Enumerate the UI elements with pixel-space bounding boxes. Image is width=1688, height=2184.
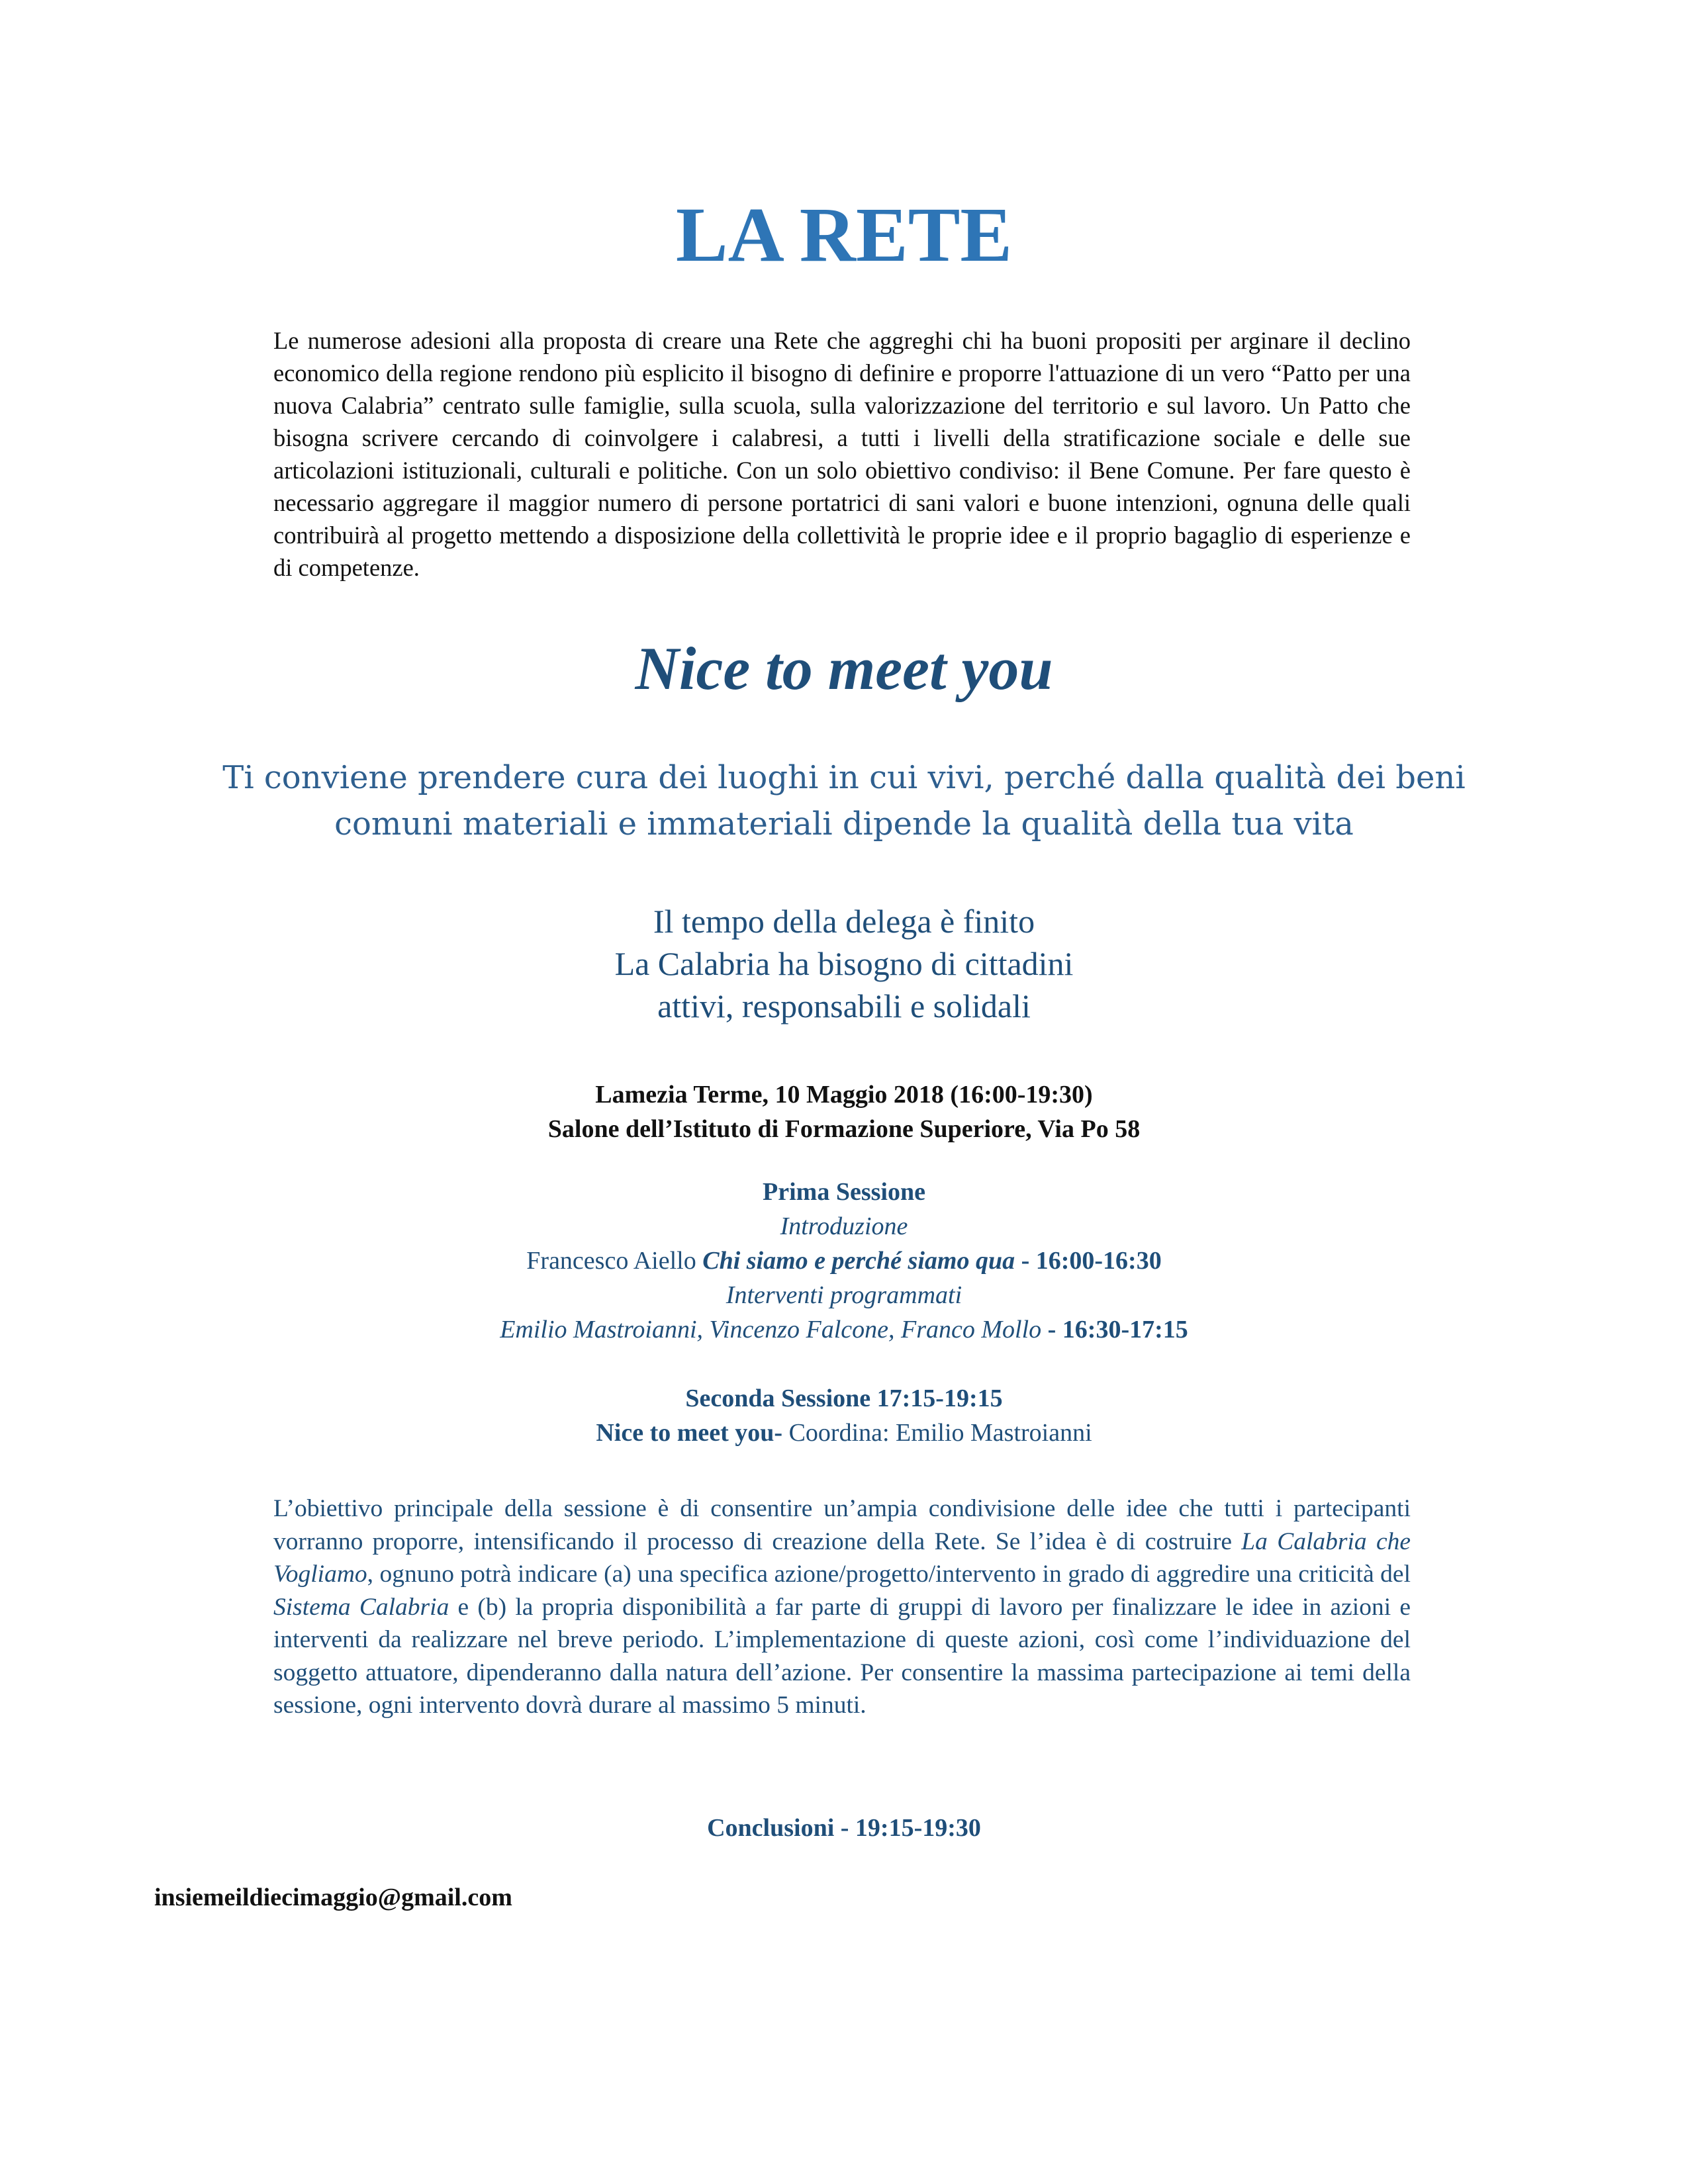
talk-time: - 16:00-16:30 <box>1015 1247 1162 1275</box>
second-session-name: Nice to meet you- <box>596 1419 783 1447</box>
session-text-part-2: , ognuno potrà indicare (a) una specifica azione/progetto/intervento in grado di aggredire una criticità del <box>367 1561 1411 1588</box>
event-date: Lamezia Terme, 10 Maggio 2018 (16:00-19:30) <box>595 1081 1093 1109</box>
session-text-part-1: L’obiettivo principale della sessione è di consentire un’ampia condivisione delle idee che tutti i partecipanti vorranno proporre, intensificando il processo di creazione della Rete. Se l’idea è di costruire <box>273 1495 1411 1555</box>
motto-line-3: attivi, responsabili e solidali <box>657 987 1031 1024</box>
second-session-details <box>0 1416 1688 1450</box>
tagline <box>0 754 1688 847</box>
speaker-name: Francesco Aiello <box>526 1247 703 1275</box>
motto-line-1: Il tempo della delega è finito <box>653 903 1035 940</box>
introduction-label: Introduzione <box>780 1212 908 1240</box>
second-session-coordinator: Coordina: Emilio Mastroianni <box>782 1419 1092 1447</box>
event-place: Salone dell’Istituto di Formazione Superiore, Via Po 58 <box>547 1115 1141 1143</box>
program <box>0 1175 1688 1450</box>
page-title: LA RETE <box>675 191 1013 278</box>
session-text-part-3: e (b) la propria disponibilità a far parte di gruppi di lavoro per finalizzare le idee in azioni e interventi da realizzare nel breve periodo. L’implementazione di queste azioni, così come l’individuazione del soggetto attuatore, dipenderanno dalla natura dell’azione. Per consentire la massima partecipazione ai temi della sessione, ogni intervento dovrà durare al massimo 5 minuti. <box>273 1593 1411 1719</box>
contact-email: insiemeildiecimaggio@gmail.com <box>154 1884 512 1911</box>
talk-title: Chi siamo e perché siamo qua <box>702 1247 1015 1275</box>
session-text-italic-2: Sistema Calabria <box>273 1593 449 1621</box>
slogan-heading: Nice to meet you <box>635 635 1053 702</box>
tagline-line-2: comuni materiali e immateriali dipende la qualità della tua vita <box>334 805 1354 842</box>
interventions <box>0 1312 1688 1347</box>
event-venue <box>0 1077 1688 1146</box>
interventions-time: - 16:30-17:15 <box>1041 1316 1188 1343</box>
motto-line-2: La Calabria ha bisogno di cittadini <box>614 945 1074 982</box>
session-description <box>273 1492 1411 1722</box>
first-session-heading: Prima Sessione <box>763 1178 925 1206</box>
second-session-heading: Seconda Sessione 17:15-19:15 <box>685 1385 1003 1412</box>
tagline-line-1: Ti conviene prendere cura dei luoghi in cui vivi, perché dalla qualità dei beni <box>222 759 1466 796</box>
interventions-speakers: Emilio Mastroianni, Vincenzo Falcone, Franco Mollo <box>500 1316 1042 1343</box>
interventions-label: Interventi programmati <box>726 1281 962 1309</box>
intro-paragraph: Le numerose adesioni alla proposta di creare una Rete che aggreghi chi ha buoni propositi per arginare il declino economico della regione rendono più esplicito il bisogno di definire e proporre l'attuazione di un vero “Patto per una nuova Calabria” centrato sulle famiglie, sulla scuola, sulla valorizzazione del territorio e sul lavoro. Un Patto che bisogna scrivere cercando di coinvolgere i calabresi, a tutti i livelli della stratificazione sociale e delle sue articolazioni istituzionali, culturali e politiche. Con un solo obiettivo condiviso: il Bene Comune. Per fare questo è necessario aggregare il maggior numero di persone portatrici di sani valori e buone intenzioni, ognuna delle quali contribuirà al progetto mettendo a disposizione della collettività le proprie idee e il proprio bagaglio di esperienze e di competenze. <box>273 327 1411 581</box>
motto <box>0 900 1688 1027</box>
session-text-italic-1: La Calabria che Vogliamo <box>273 1527 1411 1588</box>
introduction-talk <box>0 1244 1688 1278</box>
conclusions: Conclusioni - 19:15-19:30 <box>707 1814 981 1842</box>
